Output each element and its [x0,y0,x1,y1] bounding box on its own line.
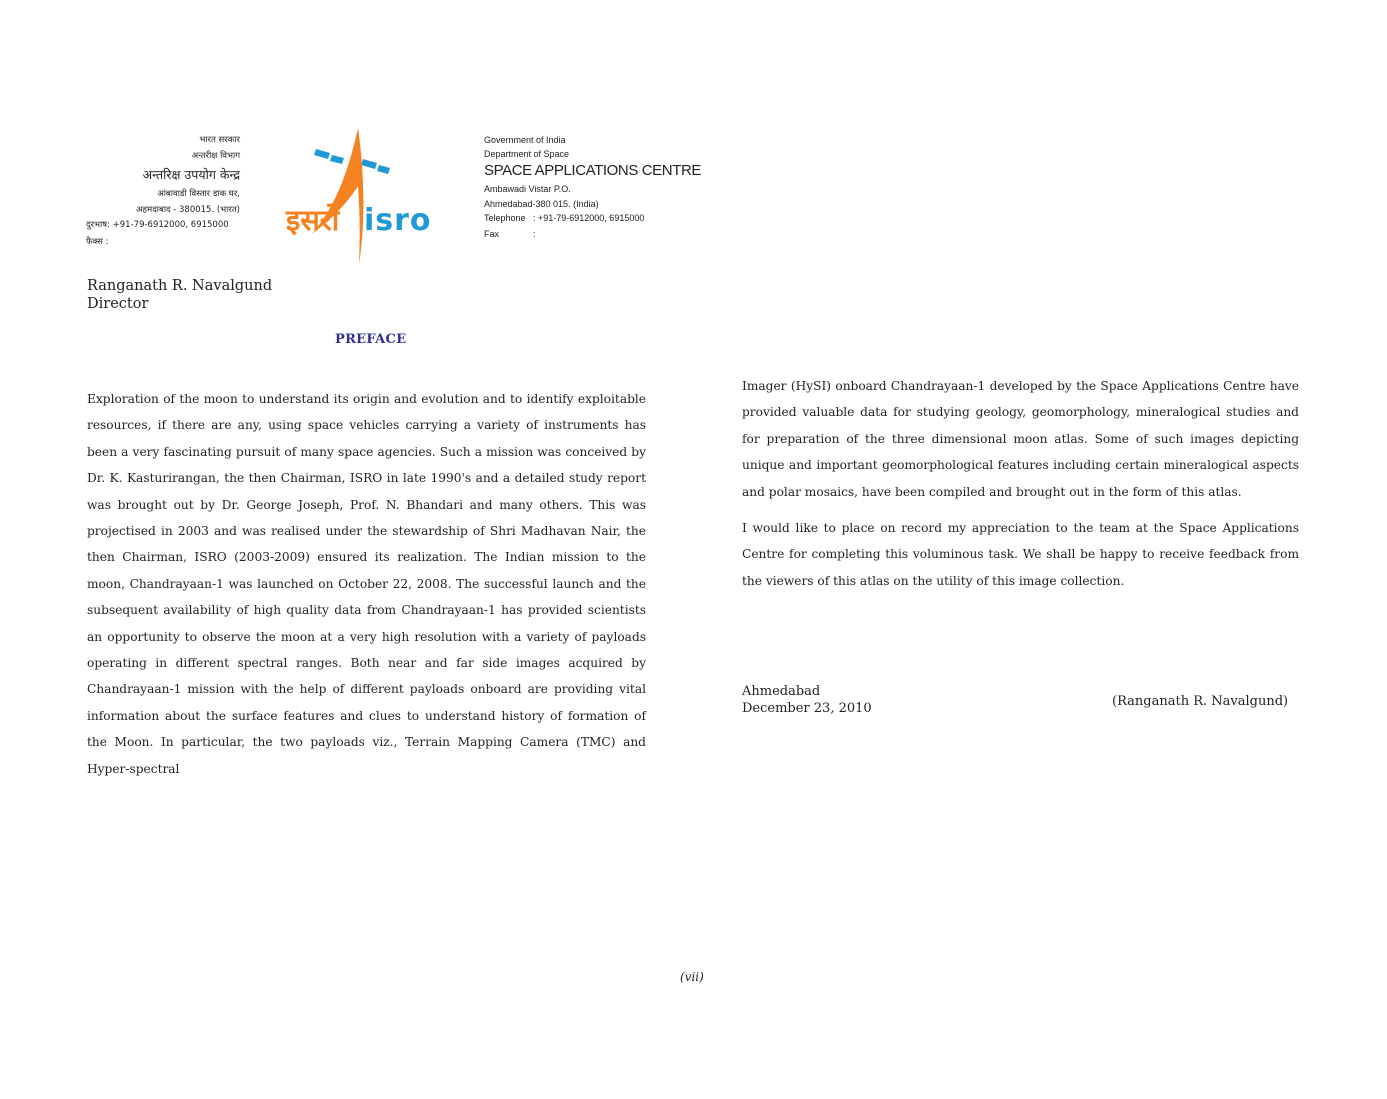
author-name: Ranganath R. Navalgund [87,278,273,294]
hindi-line-centre: अन्तरिक्ष उपयोग केन्द्र [142,167,240,182]
hindi-phone-label: दुरभाष: [86,220,110,230]
eng-phone-label: Telephone [484,213,526,223]
eng-line-centre: SPACE APPLICATIONS CENTRE [484,162,701,179]
signoff-date: December 23, 2010 [742,701,872,716]
isro-logo [280,124,440,266]
hindi-line-postoffice: आंबावाडी विस्तार डाक घर, [157,189,240,199]
paragraph-right-2: I would like to place on record my appreciation to the team at the Space Applications Centre for completing this voluminous task. We shall be happy to receive feedback from the viewers of this atlas on the utility of this image collection. [742,521,1299,588]
hindi-phone-row [86,219,229,230]
hindi-fax-label: फैक्स : [86,237,109,247]
isro-hindi-logotype: इसरो [286,203,340,237]
isro-english-logotype: isro [364,203,432,238]
eng-line-city: Ahmedabad-380 015. (India) [484,199,599,209]
column-left [87,386,646,782]
eng-fax-label: Fax [484,229,500,239]
eng-line-postoffice: Ambawadi Vistar P.O. [484,184,571,194]
rocket-swoosh-icon [312,128,363,264]
hindi-line-department: अन्तरीक्ष विभाग [191,151,240,161]
author-title: Director [87,296,149,312]
page-title: PREFACE [335,332,407,347]
eng-phone-value: : +91-79-6912000, 6915000 [533,213,645,223]
paragraph-right-1: Imager (HySI) onboard Chandrayaan-1 developed by the Space Applications Centre have provided valuable data for studying geology, geomorphology, mineralogical studies and for preparation of the three dimensional moon atlas. Some of such images depicting unique and important geomorphological features including certain mineralogical aspects and polar mosaics, have been compiled and brought out in the form of this atlas. [742,379,1299,499]
eng-fax-value: : [533,229,536,239]
hindi-line-city: अहमदाबाद - 380015. (भारत) [136,205,240,215]
signoff-signature: (Ranganath R. Navalgund) [1112,694,1289,709]
paragraph-left-1: Exploration of the moon to understand its origin and evolution and to identify exploitable resources, if there are any, using space vehicles carrying a variety of instruments has been a very fascinating pursuit of many space agencies. Such a mission was conceived by Dr. K. Kasturirangan, the then Chairman, ISRO in late 1990's and a detailed study report was brought out by Dr. George Joseph, Prof. N. Bhandari and many others. This was projectised in 2003 and was realised under the stewardship of Shri Madhavan Nair, the then Chairman, ISRO (2003-2009) ensured its realization. The Indian mission to the moon, Chandrayaan-1 was launched on October 22, 2008. The successful launch and the subsequent availability of high quality data from Chandrayaan-1 has provided scientists an opportunity to observe the moon at a very high resolution with a variety of payloads operating in different spectral ranges. Both near and far side images acquired by Chandrayaan-1 mission with the help of different payloads onboard are providing vital information about the surface features and clues to understand history of formation of the Moon. In particular, the two payloads viz., Terrain Mapping Camera (TMC) and Hyper-spectral [87,392,646,776]
eng-line-government: Government of India [484,135,566,145]
eng-line-department: Department of Space [484,149,570,159]
column-right [742,373,1299,594]
signoff-place: Ahmedabad [742,684,821,699]
hindi-line-government: भारत सरकार [199,135,240,145]
hindi-phone-value: +91-79-6912000, 6915000 [112,220,229,230]
page-number: (vii) [680,970,704,984]
